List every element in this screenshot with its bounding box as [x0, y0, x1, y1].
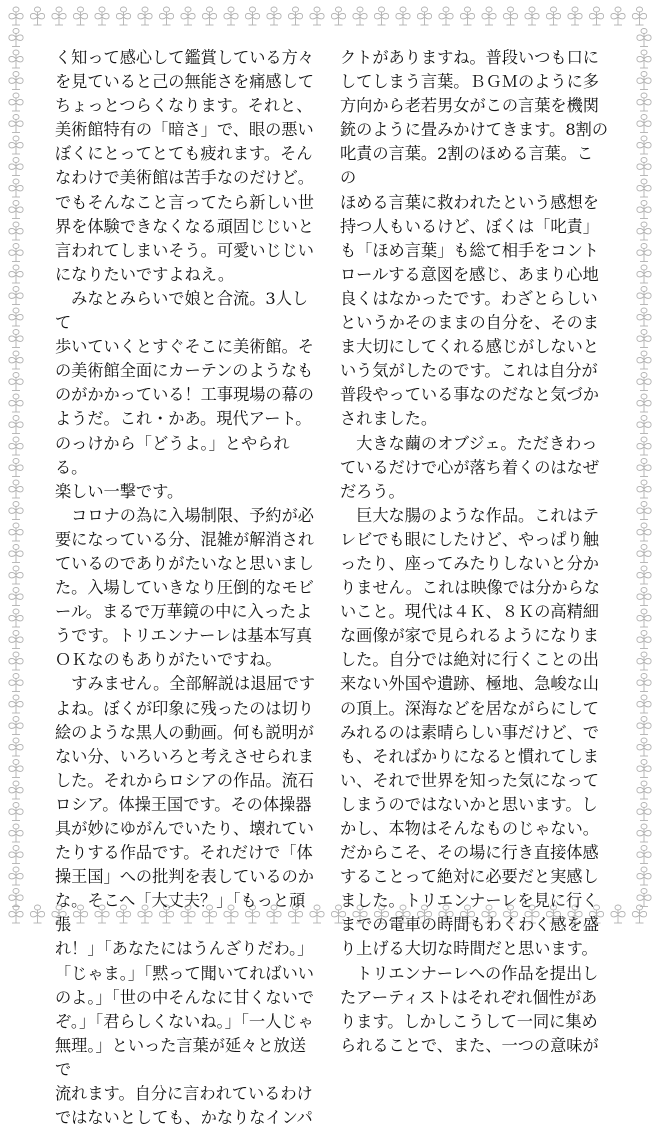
sprout-motif-icon — [611, 905, 625, 923]
sprout-motif-icon — [637, 824, 651, 842]
sprout-motif-icon — [9, 222, 23, 240]
sprout-motif-icon — [52, 7, 66, 25]
sprout-motif-icon — [637, 631, 651, 649]
sprout-motif-icon — [637, 330, 651, 348]
left-paragraph-1: く知って感心して鑑賞している方々 を見ていると己の無能さを痛感して ちょっとつらくなります。それと、 美術館特有の「暗さ」で、眼の悪い ぼくにとってとても疲れます。そん なわけで美術館は苦手なのだけど。 でもそんなこと言ってたら新しい世 界を体験できなくなる頑固じじいと 言われてしまいそう。可愛いじじい になりたいですよねえ。 — [55, 48, 314, 284]
sprout-motif-icon — [9, 867, 23, 885]
sprout-motif-icon — [9, 29, 23, 47]
sprout-motif-icon — [9, 136, 23, 154]
sprout-motif-icon — [637, 158, 651, 176]
sprout-motif-icon — [637, 115, 651, 133]
sprout-motif-icon — [637, 566, 651, 584]
sprout-motif-icon — [637, 136, 651, 154]
sprout-motif-icon — [9, 695, 23, 713]
sprout-motif-icon — [460, 7, 474, 25]
sprout-motif-icon — [245, 7, 259, 25]
sprout-motif-icon — [9, 115, 23, 133]
sprout-motif-icon — [288, 7, 302, 25]
sprout-motif-icon — [9, 287, 23, 305]
sprout-motif-icon — [439, 7, 453, 25]
sprout-motif-icon — [589, 7, 603, 25]
sprout-motif-icon — [637, 502, 651, 520]
sprout-motif-icon — [9, 674, 23, 692]
sprout-motif-icon — [396, 7, 410, 25]
sprout-motif-icon — [637, 760, 651, 778]
sprout-motif-icon — [9, 480, 23, 498]
sprout-motif-icon — [9, 50, 23, 68]
sprout-motif-icon — [9, 889, 23, 907]
sprout-motif-icon — [637, 695, 651, 713]
sprout-motif-icon — [637, 867, 651, 885]
sprout-motif-icon — [9, 566, 23, 584]
sprout-motif-icon — [9, 158, 23, 176]
sprout-motif-icon — [73, 7, 87, 25]
sprout-motif-icon — [637, 244, 651, 262]
sprout-motif-icon — [637, 480, 651, 498]
sprout-motif-icon — [9, 717, 23, 735]
sprout-motif-icon — [9, 588, 23, 606]
sprout-motif-icon — [30, 905, 44, 923]
sprout-motif-icon — [9, 760, 23, 778]
sprout-motif-icon — [637, 308, 651, 326]
sprout-motif-icon — [9, 905, 23, 923]
sprout-motif-icon — [9, 437, 23, 455]
sprout-motif-icon — [637, 674, 651, 692]
sprout-motif-icon — [9, 631, 23, 649]
sprout-motif-icon — [9, 373, 23, 391]
sprout-motif-icon — [9, 351, 23, 369]
sprout-motif-icon — [9, 781, 23, 799]
sprout-motif-icon — [159, 7, 173, 25]
sprout-motif-icon — [637, 394, 651, 412]
sprout-motif-icon — [637, 846, 651, 864]
sprout-motif-icon — [95, 7, 109, 25]
sprout-motif-icon — [138, 7, 152, 25]
sprout-motif-icon — [267, 7, 281, 25]
sprout-motif-icon — [637, 738, 651, 756]
sprout-motif-icon — [637, 781, 651, 799]
sprout-motif-icon — [637, 416, 651, 434]
sprout-motif-icon — [9, 394, 23, 412]
sprout-motif-icon — [637, 717, 651, 735]
sprout-motif-icon — [637, 373, 651, 391]
sprout-motif-icon — [637, 459, 651, 477]
sprout-motif-icon — [637, 588, 651, 606]
sprout-motif-icon — [224, 7, 238, 25]
sprout-motif-icon — [9, 502, 23, 520]
left-paragraph-2: みなとみらいで娘と合流。3人して 歩いていくとすぐそこに美術館。そ の美術館全面にカーテンのようなも のがかかっている！工事現場の幕の ようだ。これ・かあ。現代アート。 のっけから「どうよ。」とやられる。 楽しい一撃です。 — [55, 288, 314, 501]
sprout-motif-icon — [637, 351, 651, 369]
sprout-motif-icon — [637, 50, 651, 68]
sprout-motif-icon — [353, 7, 367, 25]
right-paragraph-1: クトがありますね。普段いつも口に してしまう言葉。ＢＧＭのように多 方向から老若男女がこの言葉を機関 銃のように畳みかけてきます。8割の 叱責の言葉。2割のほめる言葉。この ほめる言葉に救われたという感想を 持つ人もいるけど、ぼくは「叱責」 も「ほめ言葉」も総て相手をコント ロールする意図を感じ、あまり心地 良くはなかったです。わざとらしい というかそのままの自分を、そのま ま大切にしてくれる感じがしないと いう気がしたのです。これは自分が 普段やっている事なのだなと気づか されました。 — [340, 48, 609, 429]
sprout-motif-icon — [9, 244, 23, 262]
sprout-motif-icon — [637, 265, 651, 283]
sprout-motif-icon — [632, 905, 646, 923]
left-paragraph-3: コロナの為に入場制限、予約が必 要になっている分、混雑が解消され ているのでありがたいなと思いまし た。入場していきなり圧倒的なモビ ール。まるで万華鏡の中に入ったよ うです。トリエンナーレは基本写真 ＯＫなのもありがたいですね。 — [55, 505, 314, 670]
sprout-motif-icon — [417, 7, 431, 25]
sprout-motif-icon — [9, 824, 23, 842]
right-paragraph-3: 巨大な腸のような作品。これはテ レビでも眼にしたけど、やっぱり触 ったり、座ってみたりしないと分か りません。これは映像では分からな いこと。現代は４Ｋ、８Ｋの高精細 な画像が家で見られるようになりま した。自分では絶対に行くことの出 来ない外国や遺跡、極地、急峻な山 の頂上。深海などを居ながらにして みれるのは素晴らしい事だけど、で も、そればかりになると慣れてしま い、それで世界を知った気になって しまうのではないかと思います。し かし、本物はそんなものじゃない。 だからこそ、その場に行き直接体感 することって絶対に必要だと実感し ました。トリエンナーレを見に行く までの電車の時間もわくわく感を盛 り上げる大切な時間だと思います。 — [340, 505, 600, 959]
sprout-motif-icon — [9, 308, 23, 326]
sprout-motif-icon — [637, 287, 651, 305]
sprout-motif-icon — [9, 201, 23, 219]
sprout-motif-icon — [637, 201, 651, 219]
sprout-motif-icon — [632, 7, 646, 25]
sprout-motif-icon — [9, 652, 23, 670]
left-text-column — [55, 46, 321, 1128]
sprout-motif-icon — [637, 93, 651, 111]
sprout-motif-icon — [9, 846, 23, 864]
sprout-motif-icon — [202, 7, 216, 25]
sprout-motif-icon — [637, 222, 651, 240]
sprout-motif-icon — [116, 7, 130, 25]
sprout-motif-icon — [637, 652, 651, 670]
sprout-motif-icon — [637, 437, 651, 455]
sprout-motif-icon — [331, 7, 345, 25]
sprout-motif-icon — [9, 179, 23, 197]
sprout-motif-icon — [568, 7, 582, 25]
sprout-motif-icon — [637, 609, 651, 627]
sprout-motif-icon — [637, 179, 651, 197]
sprout-motif-icon — [30, 7, 44, 25]
sprout-motif-icon — [9, 459, 23, 477]
sprout-motif-icon — [525, 7, 539, 25]
sprout-motif-icon — [181, 7, 195, 25]
sprout-motif-icon — [310, 7, 324, 25]
sprout-motif-icon — [9, 72, 23, 90]
sprout-motif-icon — [9, 416, 23, 434]
sprout-motif-icon — [637, 29, 651, 47]
sprout-motif-icon — [546, 7, 560, 25]
right-text-column — [340, 46, 609, 1055]
right-paragraph-4: トリエンナーレへの作品を提出し たアーティストはそれぞれ個性があ ります。しかしこうして一同に集め られることで、また、一つの意味が — [340, 963, 599, 1055]
sprout-motif-icon — [637, 523, 651, 541]
sprout-motif-icon — [9, 738, 23, 756]
sprout-motif-icon — [637, 803, 651, 821]
sprout-motif-icon — [611, 7, 625, 25]
sprout-motif-icon — [637, 889, 651, 907]
right-paragraph-2: 大きな繭のオブジェ。ただきわっ ているだけで心が落ち着くのはなぜ だろう。 — [340, 433, 599, 501]
sprout-motif-icon — [9, 545, 23, 563]
sprout-motif-icon — [9, 7, 23, 25]
sprout-motif-icon — [374, 7, 388, 25]
sprout-motif-icon — [9, 330, 23, 348]
sprout-motif-icon — [9, 523, 23, 541]
left-paragraph-4: すみません。全部解説は退屈です よね。ぼくが印象に残ったのは切り 絵のような黒人の動画。何も説明が ない分、いろいろと考えさせられま した。それからロシアの作品。流石 ロシア。体操王国です。その体操器 具が妙にゆがんでいたり、壊れてい たりする作品です。それだけで「体 操王国」への批判を表しているのか な。そこへ「大丈夫？」「もっと頑張 れ！」「あなたにはうんざりだわ。」 「じゃま。」「黙って聞いてればいい のよ。」「世の中そんなに甘くないで ぞ。」「君らしくないね。」「一人じゃ 無理。」といった言葉が延々と放送で 流れます。自分に言われているわけ ではないとしても、かなりなインパ — [55, 674, 315, 1128]
sprout-motif-icon — [9, 803, 23, 821]
sprout-motif-icon — [503, 7, 517, 25]
sprout-motif-icon — [482, 7, 496, 25]
sprout-motif-icon — [9, 93, 23, 111]
sprout-motif-icon — [9, 609, 23, 627]
sprout-motif-icon — [9, 265, 23, 283]
sprout-motif-icon — [637, 545, 651, 563]
sprout-motif-icon — [637, 72, 651, 90]
